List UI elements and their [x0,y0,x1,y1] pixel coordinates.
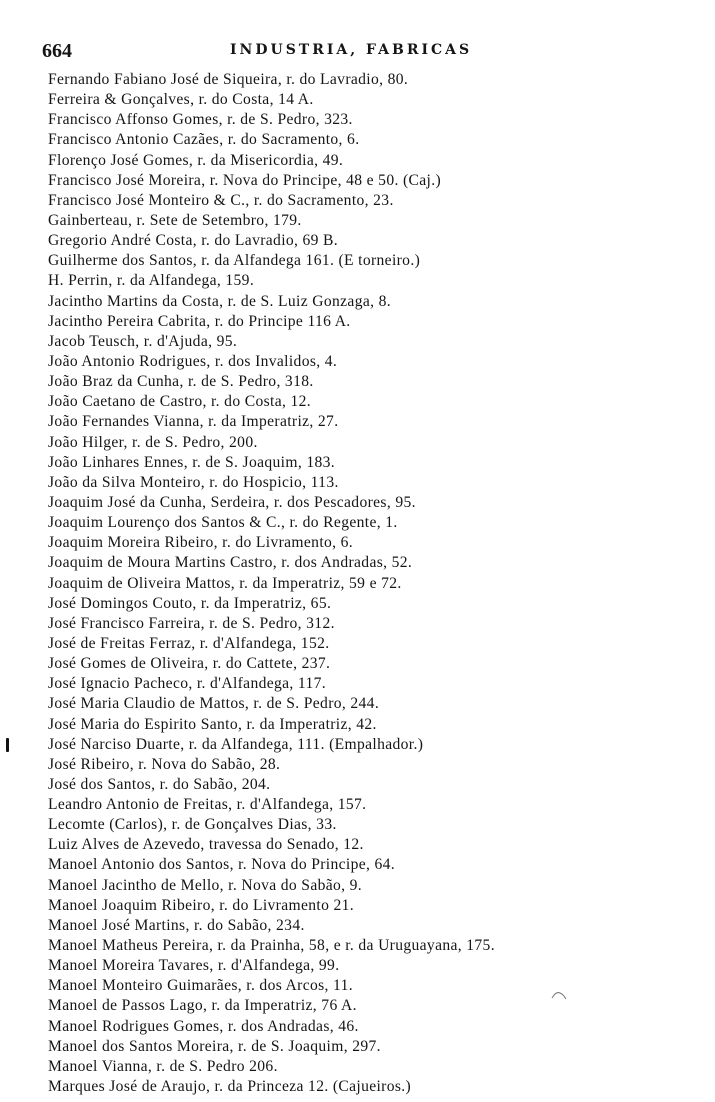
directory-entry [48,775,708,795]
directory-entry [48,715,708,735]
entry-text: Francisco Antonio Cazães, r. do Sacramento, 6. [48,131,360,149]
directory-entry [48,1037,708,1057]
directory-entry [48,1077,708,1097]
entry-text: Francisco José Monteiro & C., r. do Sacramento, 23. [48,191,394,209]
entry-text: H. Perrin, r. da Alfandega, 159. [48,272,255,290]
entry-text: José Francisco Farreira, r. de S. Pedro, 312. [48,614,335,632]
entry-text: Manoel José Martins, r. do Sabão, 234. [48,916,305,934]
directory-entry [48,795,708,815]
entry-text: Francisco José Moreira, r. Nova do Principe, 48 e 50. (Caj.) [48,171,441,189]
entry-text: João Caetano de Castro, r. do Costa, 12. [48,393,312,411]
entry-text: Fernando Fabiano José de Siqueira, r. do Lavradio, 80. [48,71,409,88]
entry-text: Manoel Monteiro Guimarães, r. dos Arcos, 11. [48,977,353,995]
entry-text: Joaquim de Oliveira Mattos, r. da Imperatriz, 59 e 72. [48,574,402,592]
directory-entry [48,976,708,996]
running-head: INDUSTRIA, FABRICAS [230,42,473,58]
entry-text: José Ignacio Pacheco, r. d'Alfandega, 117. [48,675,327,693]
entry-text: Manoel Jacintho de Mello, r. Nova do Sabão, 9. [48,876,363,894]
entry-text: Marques José de Araujo, r. da Princeza 12. (Cajueiros.) [48,1078,412,1096]
entry-text: Manoel Rodrigues Gomes, r. dos Andradas, 46. [48,1017,359,1035]
directory-entry [48,312,708,332]
directory-entry [48,755,708,775]
page-number: 664 [42,40,72,62]
directory-entry [48,936,708,956]
directory-entry [48,815,708,835]
entry-text: Manoel Antonio dos Santos, r. Nova do Principe, 64. [48,856,396,874]
directory-entry [48,493,708,513]
entry-text: José Maria do Espirito Santo, r. da Imperatriz, 42. [48,715,377,733]
entry-text: Florenço José Gomes, r. da Misericordia, 49. [48,151,344,169]
entry-text: Joaquim Moreira Ribeiro, r. do Livramento, 6. [48,534,354,552]
directory-entry [48,996,708,1016]
directory-entry [48,231,708,251]
entry-text: João Fernandes Vianna, r. da Imperatriz, 27. [48,413,339,431]
entry-text: Jacintho Pereira Cabrita, r. do Principe 116 A. [48,312,351,330]
directory-entry [48,674,708,694]
directory-entry [48,835,708,855]
entry-text: Manoel Vianna, r. de S. Pedro 206. [48,1057,278,1075]
directory-entry [48,1057,708,1077]
directory-entry [48,292,708,312]
entry-text: Manoel Matheus Pereira, r. da Prainha, 58, e r. da Uruguayana, 175. [48,937,495,955]
directory-entry [48,433,708,453]
directory-entry [48,191,708,211]
entry-text: José Gomes de Oliveira, r. do Cattete, 237. [48,655,331,673]
directory-entry [48,473,708,493]
entry-text: Luiz Alves de Azevedo, travessa do Senado, 12. [48,836,364,854]
entry-text: José Maria Claudio de Mattos, r. de S. Pedro, 244. [48,695,380,713]
entry-text: José Ribeiro, r. Nova do Sabão, 28. [48,755,281,773]
page-header [30,34,690,64]
directory-entry [48,352,708,372]
entry-text: Joaquim de Moura Martins Castro, r. dos Andradas, 52. [48,554,413,572]
entry-text: Jacintho Martins da Costa, r. de S. Luiz Gonzaga, 8. [48,292,392,310]
entry-text: Ferreira & Gonçalves, r. do Costa, 14 A. [48,91,314,109]
directory-entry [48,412,708,432]
directory-entry [48,110,708,130]
entry-text: Guilherme dos Santos, r. da Alfandega 161. (E torneiro.) [48,252,421,270]
entry-text: Manoel de Passos Lago, r. da Imperatriz, 76 A. [48,997,357,1015]
entry-text: Manoel Joaquim Ribeiro, r. do Livramento 21. [48,896,355,914]
entry-text: João Antonio Rodrigues, r. dos Invalidos, 4. [48,352,338,370]
entry-text: José dos Santos, r. do Sabão, 204. [48,775,271,793]
pencil-mark-icon [551,990,567,1000]
entry-text: Manoel dos Santos Moreira, r. de S. Joaquim, 297. [48,1037,381,1055]
directory-entry [48,130,708,150]
directory-entry [48,453,708,473]
entry-text: Gainberteau, r. Sete de Setembro, 179. [48,211,302,229]
directory-entry [48,614,708,634]
directory-entry [48,735,708,755]
entry-text: Joaquim José da Cunha, Serdeira, r. dos Pescadores, 95. [48,493,416,511]
directory-entry [48,916,708,936]
directory-entry [48,90,708,110]
entry-text: Jacob Teusch, r. d'Ajuda, 95. [48,332,238,350]
directory-entries [48,70,708,1097]
entry-text: Manoel Moreira Tavares, r. d'Alfandega, 99. [48,957,340,975]
directory-entry [48,694,708,714]
entry-text: João Braz da Cunha, r. de S. Pedro, 318. [48,373,314,391]
entry-text: Gregorio André Costa, r. do Lavradio, 69 B. [48,232,339,250]
margin-ink-mark [6,738,9,752]
entry-text: José Domingos Couto, r. da Imperatriz, 65. [48,594,332,612]
directory-entry [48,70,708,90]
directory-entry [48,855,708,875]
directory-entry [48,654,708,674]
entry-text: João Linhares Ennes, r. de S. Joaquim, 183. [48,453,336,471]
directory-entry [48,574,708,594]
directory-entry [48,251,708,271]
directory-entry [48,392,708,412]
directory-entry [48,332,708,352]
directory-entry [48,171,708,191]
entry-text: João Hilger, r. de S. Pedro, 200. [48,433,258,451]
directory-entry [48,634,708,654]
directory-entry [48,594,708,614]
directory-entry [48,271,708,291]
entry-text: João da Silva Monteiro, r. do Hospicio, 113. [48,473,339,491]
directory-entry [48,211,708,231]
entry-text: Lecomte (Carlos), r. de Gonçalves Dias, 33. [48,816,337,834]
entry-text: Leandro Antonio de Freitas, r. d'Alfandega, 157. [48,796,367,814]
directory-entry [48,553,708,573]
directory-entry [48,956,708,976]
entry-text: José Narciso Duarte, r. da Alfandega, 111. (Empalhador.) [48,735,424,753]
directory-entry [48,372,708,392]
entry-text: Joaquim Lourenço dos Santos & C., r. do Regente, 1. [48,514,398,532]
directory-entry [48,876,708,896]
directory-entry [48,513,708,533]
directory-entry [48,533,708,553]
directory-entry [48,151,708,171]
entry-text: Francisco Affonso Gomes, r. de S. Pedro, 323. [48,111,353,129]
directory-entry [48,896,708,916]
directory-entry [48,1017,708,1037]
entry-text: José de Freitas Ferraz, r. d'Alfandega, 152. [48,634,330,652]
